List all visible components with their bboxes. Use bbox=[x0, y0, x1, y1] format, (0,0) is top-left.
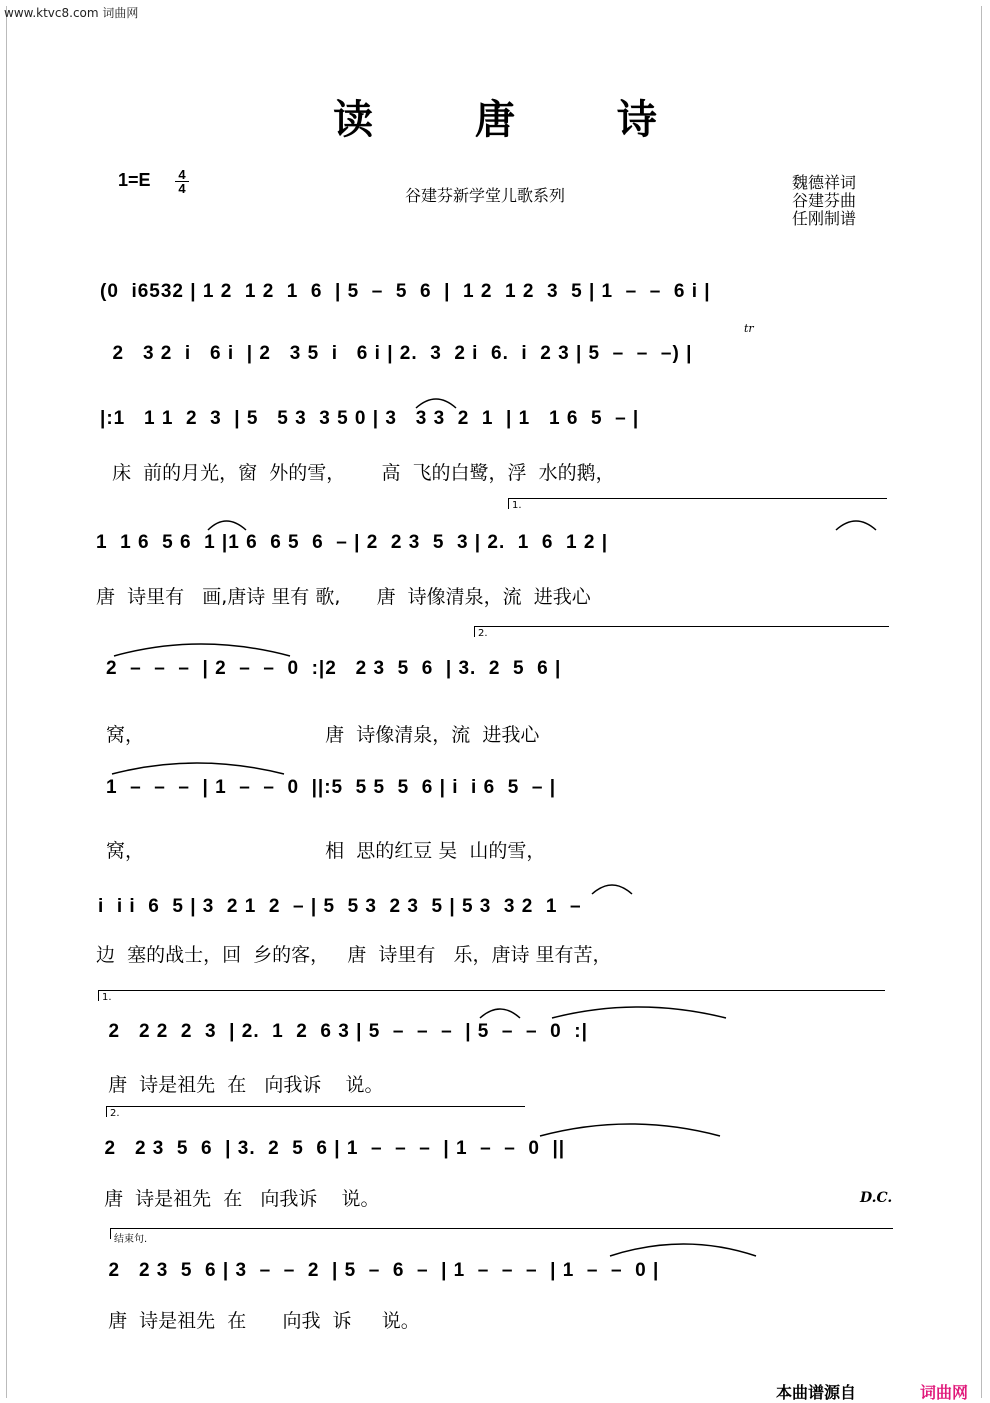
key-signature: 1=E bbox=[118, 170, 151, 190]
notes-row-9: 2 2 3 5 6 | 3. 2 5 6 | 1 – – – | 1 – – 0 || bbox=[92, 1138, 566, 1159]
slur-row4b bbox=[836, 521, 876, 530]
series-name: 谷建芬新学堂儿歌系列 bbox=[405, 186, 566, 205]
slur-row8b bbox=[552, 1007, 726, 1018]
ending-2b-bracket: 2. bbox=[106, 1106, 525, 1117]
lyrics-row-5: 窝， 唐 诗像清泉，流 进我心 bbox=[106, 724, 540, 746]
coda-bracket: 结束句. bbox=[110, 1228, 893, 1239]
slur-row4 bbox=[208, 521, 246, 530]
notes-row-8: 2 2 2 2 3 | 2. 1 2 6 3 | 5 – – – | 5 – – 0 :| bbox=[96, 1021, 588, 1042]
notes-row-4: 1 1 6 5 6 1 |1 6 6 5 6 – | 2 2 3 5 3 | 2. 1 6 1 2 | bbox=[96, 532, 609, 553]
lyrics-row-10: 唐 诗是祖先 在 向我 诉 说。 bbox=[96, 1310, 420, 1332]
time-bottom: 4 bbox=[175, 181, 189, 195]
notes-row-1: (0 i6532 | 1 2 1 2 1 6 | 5 – 5 6 | 1 2 1 2 3 5 | 1 – – 6 i | bbox=[100, 281, 711, 302]
watermark-url: www.ktvc8.com 词曲网 bbox=[4, 6, 139, 20]
slur-row3 bbox=[416, 399, 456, 408]
lyrics-row-6: 窝， 相 思的红豆 吴 山的雪， bbox=[106, 840, 546, 862]
ending-1-bracket: 1. bbox=[508, 498, 887, 509]
slur-row10 bbox=[610, 1244, 756, 1256]
lyricist: 魏德祥词 bbox=[792, 173, 857, 192]
slur-row9 bbox=[540, 1124, 720, 1136]
slur-row8 bbox=[480, 1009, 520, 1018]
time-top: 4 bbox=[178, 167, 186, 182]
lyrics-row-3: 床 前的月光，窗 外的雪， 高 飞的白鹭，浮 水的鹅， bbox=[100, 462, 615, 484]
transcriber: 任刚制谱 bbox=[792, 209, 857, 228]
slur-row6 bbox=[112, 763, 284, 774]
ending-2-bracket: 2. bbox=[474, 626, 889, 637]
dc-marking: D.C. bbox=[860, 1190, 893, 1206]
source-label: 本曲谱源自 bbox=[776, 1383, 857, 1402]
ending-1b-bracket: 1. bbox=[98, 990, 885, 1001]
site-logo[interactable]: 词曲网 bbox=[920, 1383, 969, 1402]
notes-row-7: i i i 6 5 | 3 2 1 2 – | 5 5 3 2 3 5 | 5 3 3 2 1 – bbox=[98, 896, 588, 917]
lyrics-row-9: 唐 诗是祖先 在 向我诉 说。 bbox=[92, 1188, 380, 1210]
lyrics-row-7: 边 塞的战士，回 乡的客， 唐 诗里有 乐，唐诗 里有苦， bbox=[96, 944, 612, 966]
composer: 谷建芬曲 bbox=[792, 191, 857, 210]
lyrics-row-8: 唐 诗是祖先 在 向我诉 说。 bbox=[96, 1074, 384, 1096]
notes-row-5: 2 – – – | 2 – – 0 :|2 2 3 5 6 | 3. 2 5 6 | bbox=[106, 658, 562, 679]
notes-row-2: 2 3 2 i 6 i | 2 3 5 i 6 i | 2. 3 2 i 6. i 2 3 | 5 – – –) | bbox=[100, 343, 693, 364]
notes-row-3: |:1 1 1 2 3 | 5 5 3 3 5 0 | 3 3 3 2 1 | 1 1 6 5 – | bbox=[100, 408, 640, 429]
slur-row7 bbox=[592, 885, 632, 894]
notes-row-6: 1 – – – | 1 – – 0 ||:5 5 5 5 6 | i i 6 5 – | bbox=[106, 777, 557, 798]
lyrics-row-4: 唐 诗里有 画,唐诗 里有 歌, 唐 诗像清泉，流 进我心 bbox=[96, 586, 591, 608]
trill-mark: tr bbox=[744, 322, 754, 335]
slur-row5 bbox=[114, 644, 290, 656]
song-title: 读 唐 诗 bbox=[333, 96, 701, 143]
notes-row-10: 2 2 3 5 6 | 3 – – 2 | 5 – 6 – | 1 – – – | 1 – – 0 | bbox=[96, 1260, 660, 1281]
